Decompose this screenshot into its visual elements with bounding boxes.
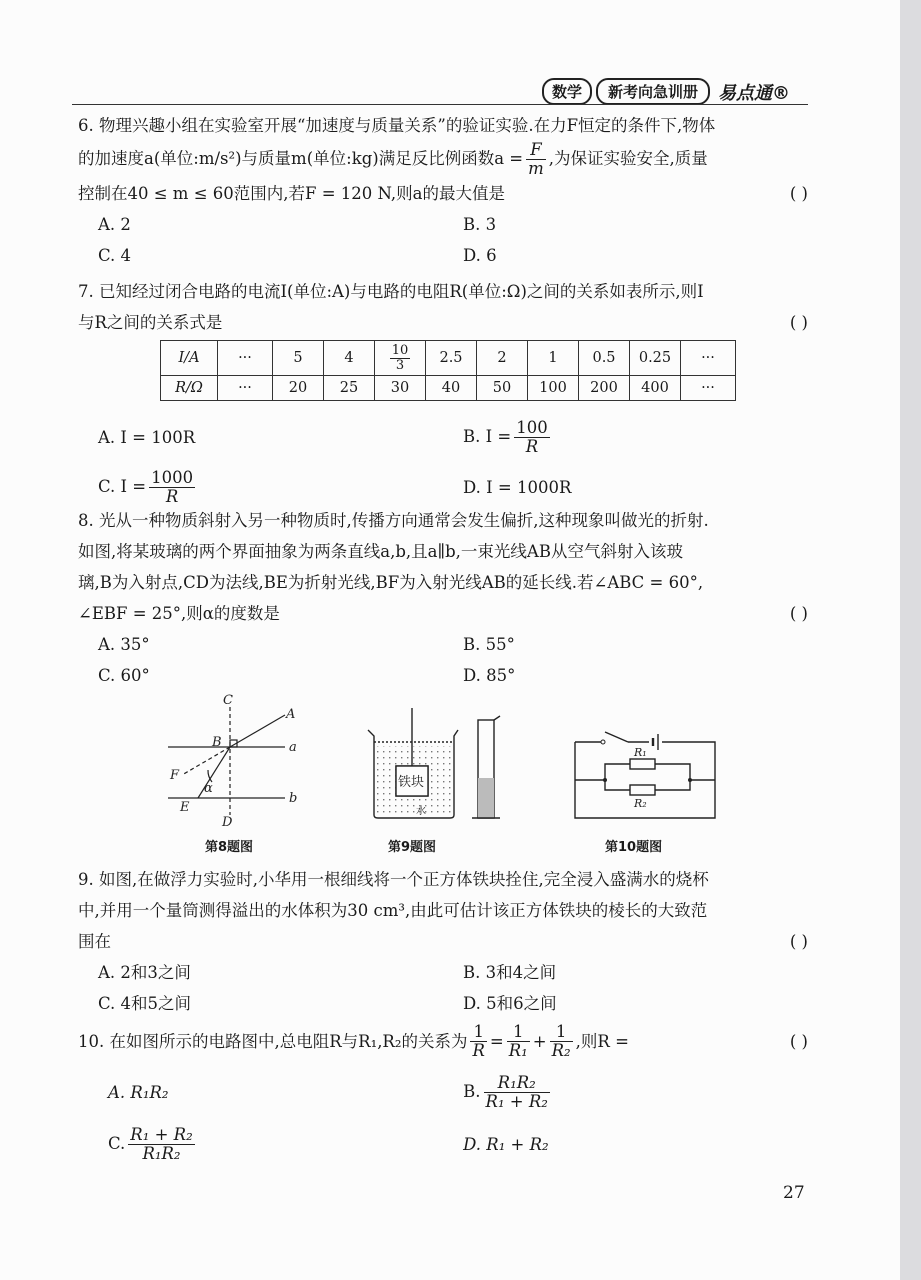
option-d: D. I = 1000R (463, 477, 572, 497)
answer-blank: ( ) (789, 1031, 808, 1051)
table-cell: ··· (681, 341, 736, 376)
q7-line-2: 与R之间的关系式是 ( ) (78, 307, 808, 338)
option-c: C. 4 (98, 246, 132, 265)
label-b-point: B (212, 735, 222, 750)
table-cell-fraction: $\frac{10}{3}$ (375, 341, 426, 376)
q9-line-2: 中,并用一个量筒测得溢出的水体积为30 cm³,由此可估计该正方体铁块的棱长的大致范 (78, 901, 708, 920)
option-d: D. R₁ + R₂ (463, 1134, 549, 1154)
q9-options-row-2 (78, 988, 808, 1019)
caption-fig-9: 第9题图 (388, 840, 437, 855)
junction-dot (603, 778, 607, 782)
iron-block-label: 铁块 (398, 775, 425, 790)
figures-svg (160, 690, 760, 860)
table-cell: 50 (477, 376, 528, 401)
table-cell: I/A (161, 341, 218, 376)
page-header (542, 78, 790, 105)
q8-options-row-2 (78, 660, 808, 691)
q6-text-a: 的加速度a(单位:m/s²)与质量m(单位:kg)满足反比例函数a = (78, 149, 524, 168)
table-cell: ··· (681, 376, 736, 401)
option-b: B. 3 (463, 215, 497, 234)
option-c: C. 4和5之间 (98, 994, 192, 1013)
label-f: F (170, 768, 180, 783)
q8-line-4: ∠EBF = 25°,则α的度数是 ( ) (78, 598, 808, 629)
page-number: 27 (783, 1183, 805, 1203)
q8-options-row-1 (78, 629, 808, 660)
option-b: B. $\frac{\text{R₁R₂}}{\text{R₁ + R₂}}$ (463, 1072, 548, 1111)
q9-line-3: 围在 ( ) (78, 926, 808, 957)
label-line-a: a (289, 740, 297, 755)
subject-badge: 数学 (542, 78, 592, 105)
question-10 (78, 1020, 808, 1170)
table-cell: 25 (324, 376, 375, 401)
figures-row (160, 690, 760, 860)
extension-bf (182, 747, 230, 775)
label-a-point: A (286, 707, 296, 722)
option-a: A. R₁R₂ (108, 1082, 169, 1102)
cylinder-spout (494, 716, 500, 720)
table-cell: R/Ω (161, 376, 218, 401)
option-d: D. 6 (463, 246, 497, 265)
option-b: B. I = $\frac{100}{R}$ (463, 417, 548, 456)
table-cell: ··· (218, 376, 273, 401)
water-label: 水 (416, 806, 426, 817)
q7-line-1: 7. 已知经过闭合电路的电流I(单位:A)与电路的电阻R(单位:Ω)之间的关系如表所示,则I (78, 282, 704, 301)
caption-fig-8: 第8题图 (205, 840, 254, 855)
q8-line-2: 如图,将某玻璃的两个界面抽象为两条直线a,b,且a∥b,一束光线AB从空气斜射入该玻 (78, 542, 683, 561)
current-resistance-table (160, 340, 736, 401)
answer-blank: ( ) (789, 604, 808, 623)
option-c: C. $\frac{\text{R₁ + R₂}}{\text{R₁R₂}}$ (108, 1124, 193, 1163)
label-d: D (222, 815, 233, 830)
table-cell: 30 (375, 376, 426, 401)
ray-ab (230, 715, 285, 747)
series-badge: 新考向急训册 (596, 78, 710, 105)
brand-logo: 易点通® (718, 82, 790, 104)
answer-blank: ( ) (789, 184, 808, 203)
table-cell: 100 (528, 376, 579, 401)
q8-line-1: 8. 光从一种物质斜射入另一种物质时,传播方向通常会发生偏折,这种现象叫做光的折射. (78, 511, 709, 530)
header-divider (72, 104, 808, 105)
table-cell: 40 (426, 376, 477, 401)
q7-options (78, 412, 808, 512)
label-c: C (223, 693, 233, 708)
q6-options-row-2 (78, 240, 808, 271)
label-e: E (180, 800, 190, 815)
q10-options-row-1 (78, 1066, 808, 1118)
option-a: A. I = 100R (98, 427, 196, 447)
cylinder-water (478, 778, 494, 818)
q9-line-1: 9. 如图,在做浮力实验时,小华用一根细线将一个正方体铁块拴住,完全浸入盛满水的烧杯 (78, 870, 709, 889)
table-cell: 2.5 (426, 341, 477, 376)
switch-lever (605, 732, 628, 742)
label-line-b: b (289, 791, 298, 806)
option-b: B. 55° (463, 635, 515, 654)
q10-line-1: 10. 在如图所示的电路图中,总电阻R与R₁,R₂的关系为 $\frac{1}{R}$ = $\frac{1}{\text{R₁}}$ + $\frac{1}{\text{R₂}}$ ,则R = ( ) (78, 1021, 808, 1060)
q7-options-row-1 (78, 412, 808, 462)
label-alpha: α (204, 781, 213, 796)
table-cell: 400 (630, 376, 681, 401)
answer-blank: ( ) (789, 313, 808, 332)
option-d: D. 85° (463, 666, 516, 685)
option-a: A. 2和3之间 (98, 963, 191, 982)
resistor-r2 (630, 785, 655, 795)
table-cell: 5 (273, 341, 324, 376)
option-b: B. 3和4之间 (463, 963, 557, 982)
option-a: A. 35° (98, 635, 150, 654)
q10-options-row-2 (78, 1118, 808, 1170)
table-row (161, 341, 736, 376)
switch-contact (601, 740, 605, 744)
table-cell: 4 (324, 341, 375, 376)
q6-options-row-1 (78, 209, 808, 240)
table-cell: 0.25 (630, 341, 681, 376)
table-cell: 1 (528, 341, 579, 376)
table-cell: 2 (477, 341, 528, 376)
caption-fig-10: 第10题图 (605, 840, 663, 855)
table-cell: 20 (273, 376, 324, 401)
q6-line-2 (78, 141, 808, 178)
table-cell: 200 (579, 376, 630, 401)
scroll-gutter (900, 0, 921, 1280)
q6-fraction: $\frac{F}{m}$ (528, 140, 544, 178)
option-c: C. I = $\frac{1000}{R}$ (98, 467, 194, 506)
r2-label: R₂ (634, 797, 647, 810)
resistor-r1 (630, 759, 655, 769)
q9-options-row-1 (78, 957, 808, 988)
answer-blank: ( ) (789, 932, 808, 951)
figure-8-refraction (168, 707, 285, 815)
question-9 (78, 864, 808, 1019)
question-8 (78, 505, 808, 691)
q6-text-b: ,为保证实验安全,质量 (548, 149, 708, 168)
table-cell: 0.5 (579, 341, 630, 376)
table-cell: ··· (218, 341, 273, 376)
option-c: C. 60° (98, 666, 150, 685)
option-a: A. 2 (98, 215, 131, 234)
question-6 (78, 110, 808, 271)
refracted-be (198, 747, 230, 798)
q8-line-3: 璃,B为入射点,CD为法线,BE为折射光线,BF为入射光线AB的延长线.若∠ABC = 60°, (78, 573, 704, 592)
r1-label: R₁ (634, 746, 647, 759)
table-row (161, 376, 736, 401)
q6-line-3: 控制在40 ≤ m ≤ 60范围内,若F = 120 N,则a的最大值是 ( ) (78, 178, 808, 209)
option-d: D. 5和6之间 (463, 994, 557, 1013)
q6-line-1: 6. 物理兴趣小组在实验室开展“加速度与质量关系”的验证实验.在力F恒定的条件下,物体 (78, 116, 716, 135)
question-7 (78, 276, 808, 338)
junction-dot (688, 778, 692, 782)
